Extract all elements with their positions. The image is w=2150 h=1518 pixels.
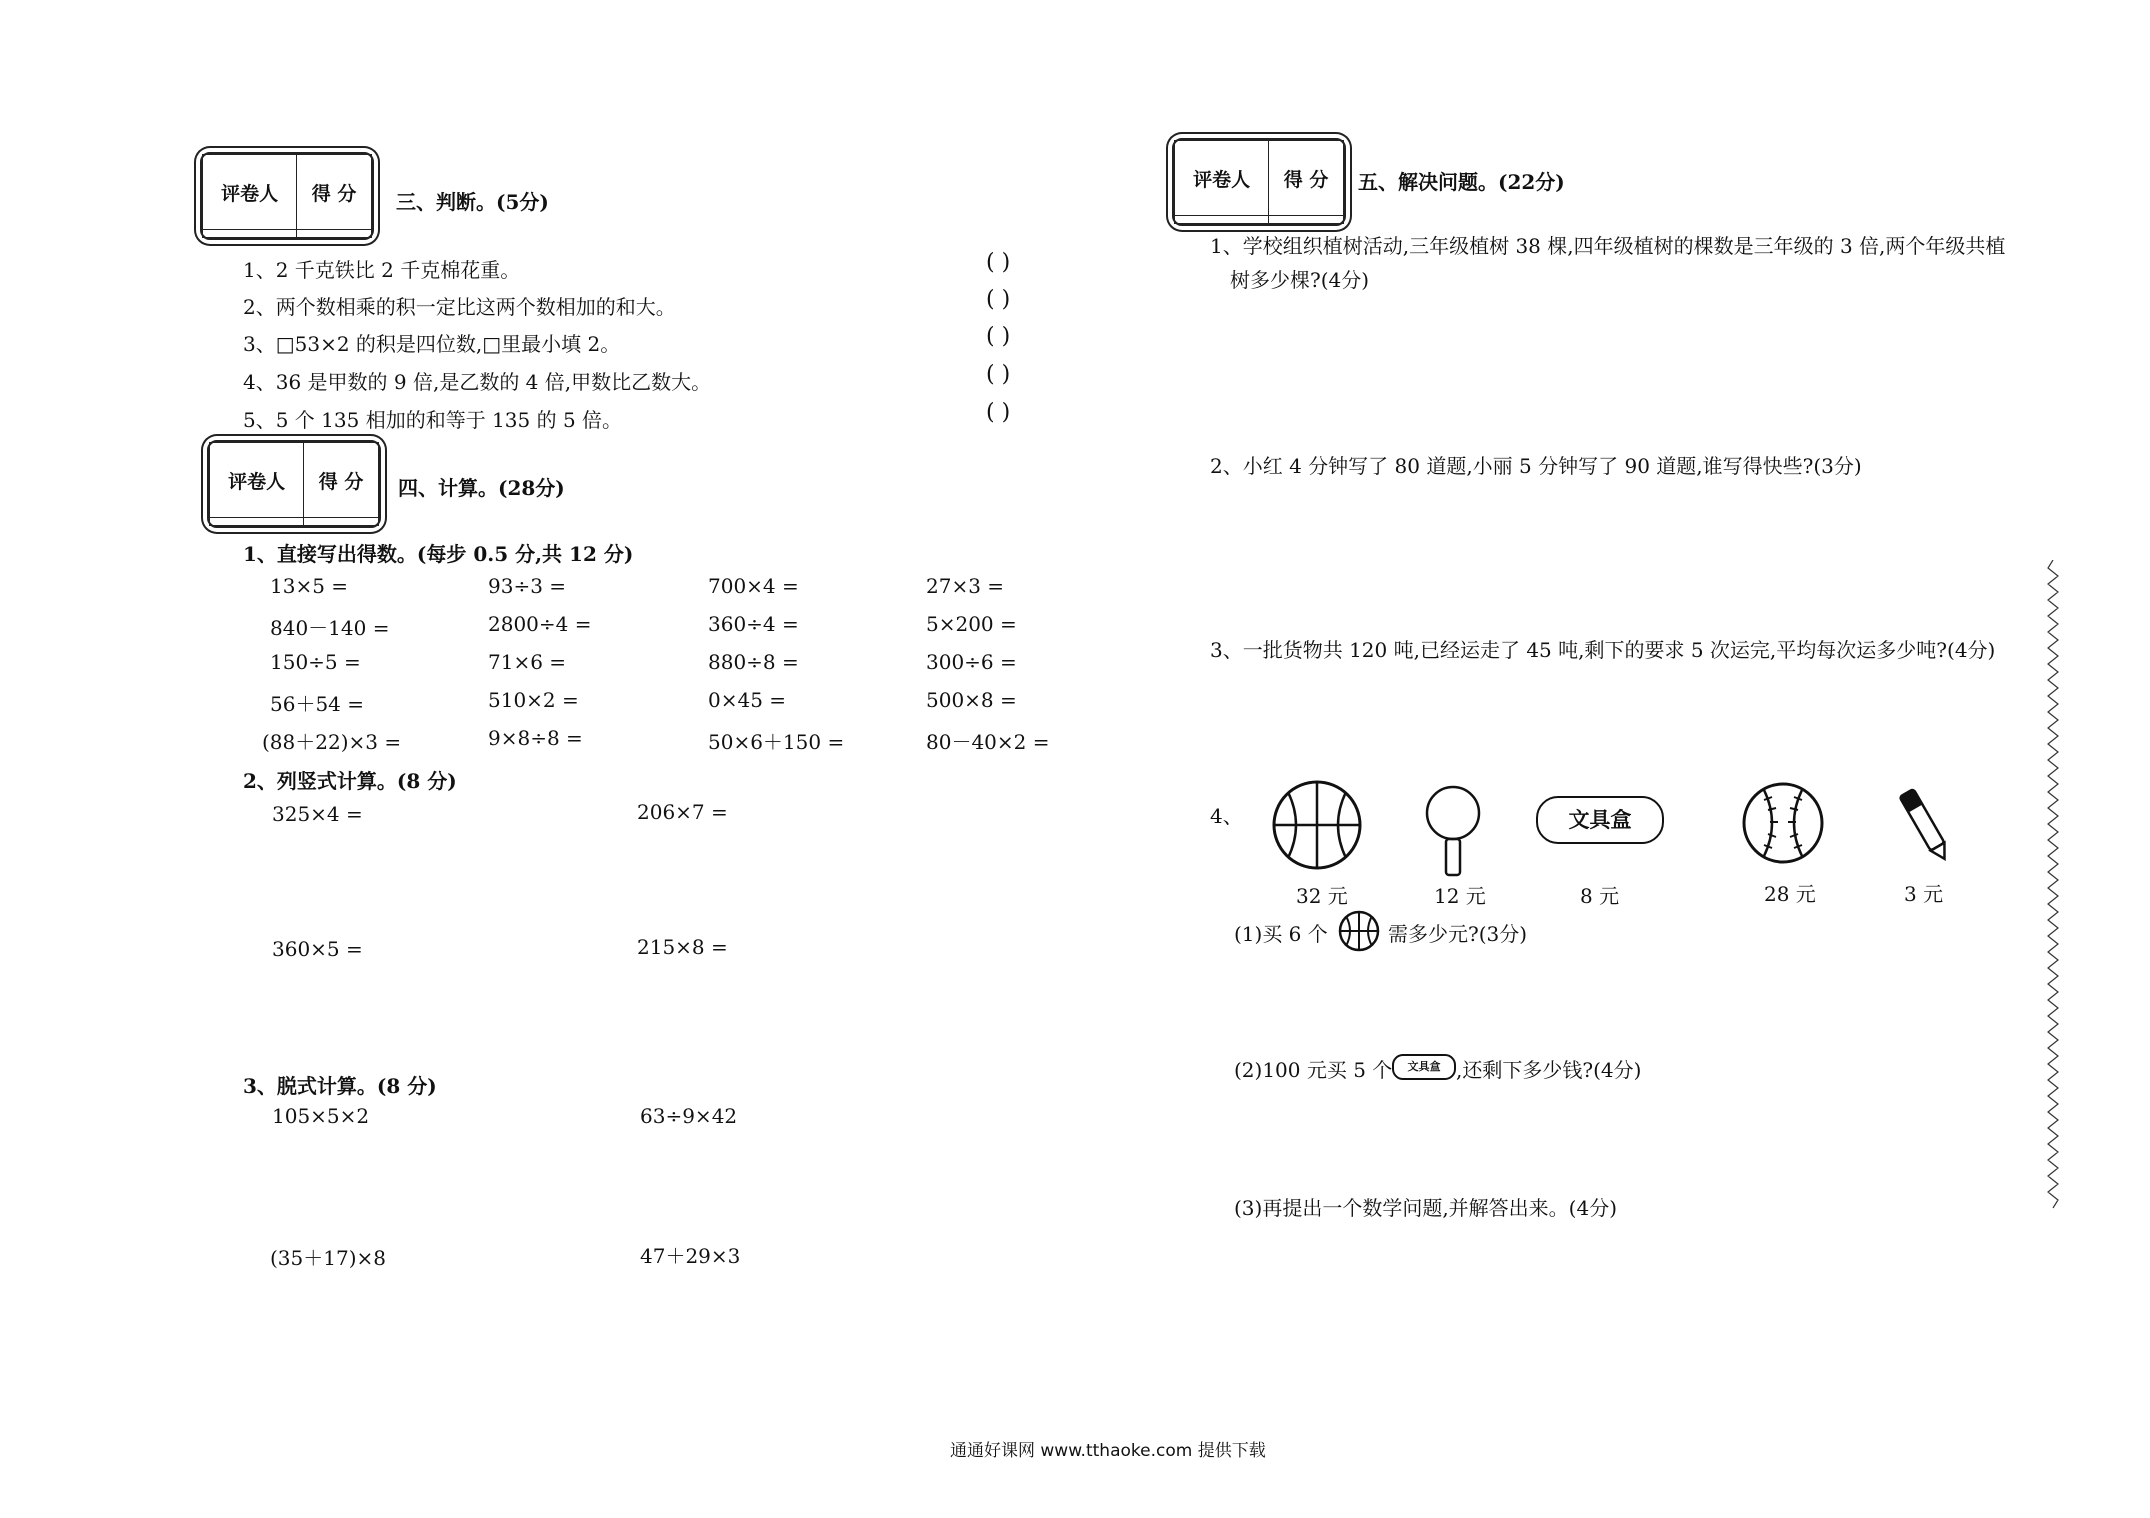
question-4-1-pre: (1)买 6 个 (1234, 922, 1328, 946)
score-cell[interactable] (297, 230, 372, 238)
calc-item: 50×6＋150 = (708, 730, 845, 754)
pencil-box-icon: 文具盒 (1392, 1054, 1456, 1080)
stepwise-item-1: 105×5×2 (272, 1104, 370, 1128)
calc-item: 880÷8 = (708, 650, 799, 674)
calc-item: 93÷3 = (488, 574, 567, 598)
calc-item: 700×4 = (708, 574, 799, 598)
calc-item: 360÷4 = (708, 612, 799, 636)
price-pencil-box: 8 元 (1580, 884, 1620, 908)
score-box-grader-label: 评卷人 (1175, 141, 1269, 216)
vertical-item-1: 325×4 = (272, 802, 363, 826)
calc-item: 56＋54 = (270, 692, 365, 716)
answer-paren-5[interactable]: ( ) (986, 400, 1011, 425)
answer-paren-3[interactable]: ( ) (986, 324, 1011, 349)
calc-item: 150÷5 = (270, 650, 361, 674)
calc-item: 13×5 = (270, 574, 349, 598)
score-box-grader-label: 评卷人 (203, 155, 297, 230)
calc-item: 500×8 = (926, 688, 1017, 712)
calc-item: 300÷6 = (926, 650, 1017, 674)
part2-title: 2、列竖式计算。(8 分) (243, 769, 457, 793)
question-1-line-2: 树多少棵?(4分) (1230, 268, 1370, 292)
calc-item: 5×200 = (926, 612, 1017, 636)
question-4-2-post: ,还剩下多少钱?(4分) (1456, 1058, 1642, 1082)
calc-item: 27×3 = (926, 574, 1005, 598)
score-box-section4 (207, 440, 381, 528)
vertical-item-3: 360×5 = (272, 937, 363, 961)
section5-title: 五、解决问题。(22分) (1358, 170, 1565, 194)
calc-item: 71×6 = (488, 650, 567, 674)
stepwise-item-2: 63÷9×42 (640, 1104, 738, 1128)
grader-cell[interactable] (203, 230, 297, 238)
pen-icon (1890, 780, 1960, 870)
judge-item-4: 4、36 是甲数的 9 倍,是乙数的 4 倍,甲数比乙数大。 (243, 370, 712, 394)
stepwise-item-3: (35＋17)×8 (270, 1246, 386, 1270)
question-1-line-1: 1、学校组织植树活动,三年级植树 38 棵,四年级植树的棵数是三年级的 3 倍,两个年级共植 (1210, 234, 2006, 258)
question-4-3: (3)再提出一个数学问题,并解答出来。(4分) (1234, 1196, 1618, 1220)
score-box-section3 (200, 152, 374, 240)
calc-item: 840－140 = (270, 616, 390, 640)
vertical-item-4: 215×8 = (637, 935, 728, 959)
section4-title: 四、计算。(28分) (398, 476, 565, 500)
price-pen: 3 元 (1904, 882, 1944, 906)
answer-paren-1[interactable]: ( ) (986, 250, 1011, 275)
score-cell[interactable] (304, 518, 379, 526)
calc-item: 2800÷4 = (488, 612, 592, 636)
part1-title: 1、直接写出得数。(每步 0.5 分,共 12 分) (243, 542, 634, 566)
judge-item-3: 3、□53×2 的积是四位数,□里最小填 2。 (243, 332, 621, 356)
calc-item: 9×8÷8 = (488, 726, 583, 750)
question-4-label: 4、 (1210, 804, 1243, 828)
pencil-box-icon: 文具盒 (1536, 796, 1664, 844)
section3-title: 三、判断。(5分) (396, 190, 549, 214)
ping-pong-paddle-icon (1424, 784, 1482, 878)
footer-credit: 通通好课网 www.tthaoke.com 提供下载 (950, 1441, 1266, 1461)
score-cell[interactable] (1269, 216, 1344, 224)
calc-item: 80－40×2 = (926, 730, 1050, 754)
price-paddle: 12 元 (1434, 884, 1486, 908)
calc-item: 0×45 = (708, 688, 787, 712)
judge-item-1: 1、2 千克铁比 2 千克棉花重。 (243, 258, 521, 282)
score-box-grader-label: 评卷人 (210, 443, 304, 518)
score-box-score-label: 得 分 (297, 155, 372, 230)
answer-paren-4[interactable]: ( ) (986, 362, 1011, 387)
judge-item-2: 2、两个数相乘的积一定比这两个数相加的和大。 (243, 295, 676, 319)
stepwise-item-4: 47＋29×3 (640, 1244, 741, 1268)
question-2: 2、小红 4 分钟写了 80 道题,小丽 5 分钟写了 90 道题,谁写得快些?(3分) (1210, 454, 1862, 478)
question-4-1-post: 需多少元?(3分) (1388, 922, 1528, 946)
vertical-item-2: 206×7 = (637, 800, 728, 824)
question-4-2-pre: (2)100 元买 5 个 (1234, 1058, 1393, 1082)
grader-cell[interactable] (1175, 216, 1269, 224)
calc-item: 510×2 = (488, 688, 579, 712)
basketball-icon (1338, 910, 1380, 952)
binding-margin-decoration (2046, 560, 2060, 1210)
part3-title: 3、脱式计算。(8 分) (243, 1074, 437, 1098)
basketball-icon (1270, 778, 1364, 872)
score-box-score-label: 得 分 (304, 443, 379, 518)
price-baseball: 28 元 (1764, 882, 1816, 906)
judge-item-5: 5、5 个 135 相加的和等于 135 的 5 倍。 (243, 408, 623, 432)
answer-paren-2[interactable]: ( ) (986, 287, 1011, 312)
score-box-section5 (1172, 138, 1346, 226)
question-3: 3、一批货物共 120 吨,已经运走了 45 吨,剩下的要求 5 次运完,平均每次运多少吨?(4分) (1210, 638, 1996, 662)
score-box-score-label: 得 分 (1269, 141, 1344, 216)
grader-cell[interactable] (210, 518, 304, 526)
price-basketball: 32 元 (1296, 884, 1348, 908)
calc-item: (88＋22)×3 = (262, 730, 402, 754)
baseball-icon (1740, 780, 1826, 866)
